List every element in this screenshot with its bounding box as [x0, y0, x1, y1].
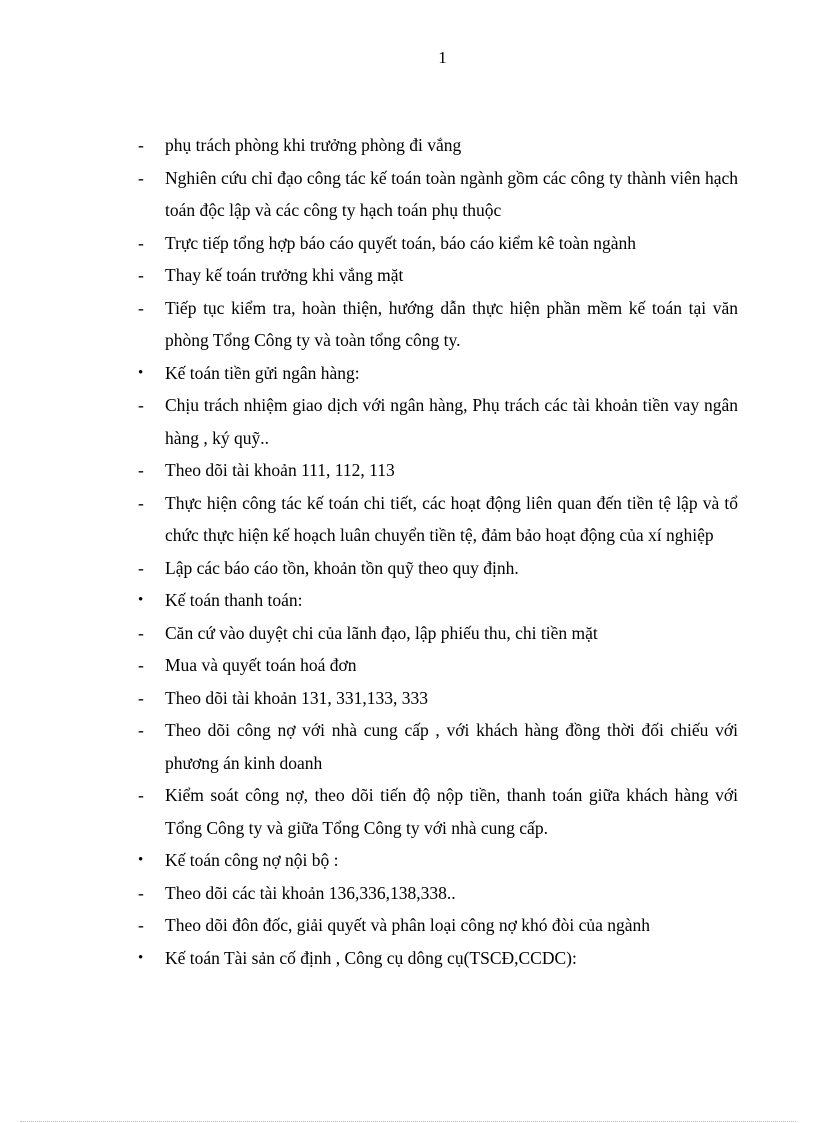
list-item-text: Thay kế toán trưởng khi vắng mặt [165, 265, 404, 285]
list-item [138, 389, 738, 454]
section-heading [138, 942, 738, 975]
section-heading [138, 584, 738, 617]
document-body [138, 129, 738, 974]
list-item-text: Trực tiếp tổng hợp báo cáo quyết toán, báo cáo kiểm kê toàn ngành [165, 232, 637, 253]
bullet-icon: • [138, 592, 144, 608]
list-item-text: phụ trách phòng khi trưởng phòng đi vắng [165, 135, 462, 155]
list-item-text: Theo dõi các tài khoản 136,336,138,338.. [165, 882, 456, 903]
list-item-text: Theo dõi đôn đốc, giải quyết và phân loại công nợ khó đòi của ngành [165, 915, 651, 935]
list-item [138, 779, 738, 844]
page-number: 1 [438, 48, 447, 67]
list-item [138, 617, 738, 650]
list-item [138, 227, 738, 260]
bullet-icon: • [138, 852, 144, 868]
list-item [138, 162, 738, 227]
dash-marker: - [138, 655, 144, 675]
section-heading [138, 357, 738, 390]
dash-marker: - [138, 492, 144, 513]
dash-marker: - [138, 915, 144, 935]
dash-marker: - [138, 297, 144, 318]
list-item [138, 129, 738, 162]
section-heading-text: Kế toán công nợ nội bộ : [165, 850, 339, 870]
list-item-text: Theo dõi tài khoản 131, 331,133, 333 [165, 687, 428, 708]
dash-marker: - [138, 232, 144, 253]
section-heading-text: Kế toán tiền gửi ngân hàng: [165, 362, 360, 383]
list-item-text: Kiểm soát công nợ, theo dõi tiến độ nộp tiền, thanh toán giữa khách hàng với Tổng Công ty và giữa Tổng Công ty với nhà cung cấp. [165, 785, 738, 838]
bullet-icon: • [138, 364, 144, 381]
page-bottom-divider [20, 1121, 796, 1122]
list-item [138, 909, 738, 942]
dash-marker: - [138, 135, 144, 155]
list-item [138, 487, 738, 552]
list-item [138, 259, 738, 292]
list-item-text: Theo dõi công nợ với nhà cung cấp , với khách hàng đồng thời đối chiếu với phương án kinh doanh [165, 720, 738, 773]
bullet-icon: • [138, 949, 144, 966]
list-item-text: Chịu trách nhiệm giao dịch với ngân hàng, Phụ trách các tài khoản tiền vay ngân hàng , ký quỹ.. [165, 395, 738, 448]
list-item [138, 454, 738, 487]
dash-marker: - [138, 622, 144, 643]
dash-marker: - [138, 460, 144, 480]
list-item [138, 292, 738, 357]
list-item [138, 714, 738, 779]
dash-marker: - [138, 785, 144, 805]
dash-marker: - [138, 265, 144, 285]
list-item-text: Thực hiện công tác kế toán chi tiết, các hoạt động liên quan đến tiền tệ lập và tổ chức thực hiện kế hoạch luân chuyển tiền tệ, đảm bảo hoạt động của xí nghiệp [165, 492, 738, 545]
dash-marker: - [138, 720, 144, 740]
list-item-text: Nghiên cứu chỉ đạo công tác kế toán toàn ngành gồm các công ty thành viên hạch toán độc lập và các công ty hạch toán phụ thuộc [165, 167, 738, 220]
dash-marker: - [138, 687, 144, 708]
list-item [138, 877, 738, 910]
section-heading [138, 844, 738, 877]
dash-marker: - [138, 395, 144, 415]
list-item [138, 682, 738, 715]
dash-marker: - [138, 557, 144, 578]
list-item [138, 649, 738, 682]
list-item-text: Mua và quyết toán hoá đơn [165, 655, 357, 675]
section-heading-text: Kế toán thanh toán: [165, 590, 303, 610]
list-item-text: Tiếp tục kiểm tra, hoàn thiện, hướng dẫn thực hiện phần mềm kế toán tại văn phòng Tổng Công ty và toàn tổng công ty. [165, 297, 738, 350]
dash-marker: - [138, 882, 144, 903]
list-item [138, 552, 738, 585]
list-item-text: Căn cứ vào duyệt chi của lãnh đạo, lập phiếu thu, chi tiền mặt [165, 622, 598, 643]
list-item-text: Theo dõi tài khoản 111, 112, 113 [165, 460, 395, 480]
list-item-text: Lập các báo cáo tồn, khoản tồn quỹ theo quy định. [165, 557, 519, 578]
section-heading-text: Kế toán Tài sản cố định , Công cụ dông cụ(TSCĐ,CCDC): [165, 947, 577, 968]
dash-marker: - [138, 167, 144, 188]
